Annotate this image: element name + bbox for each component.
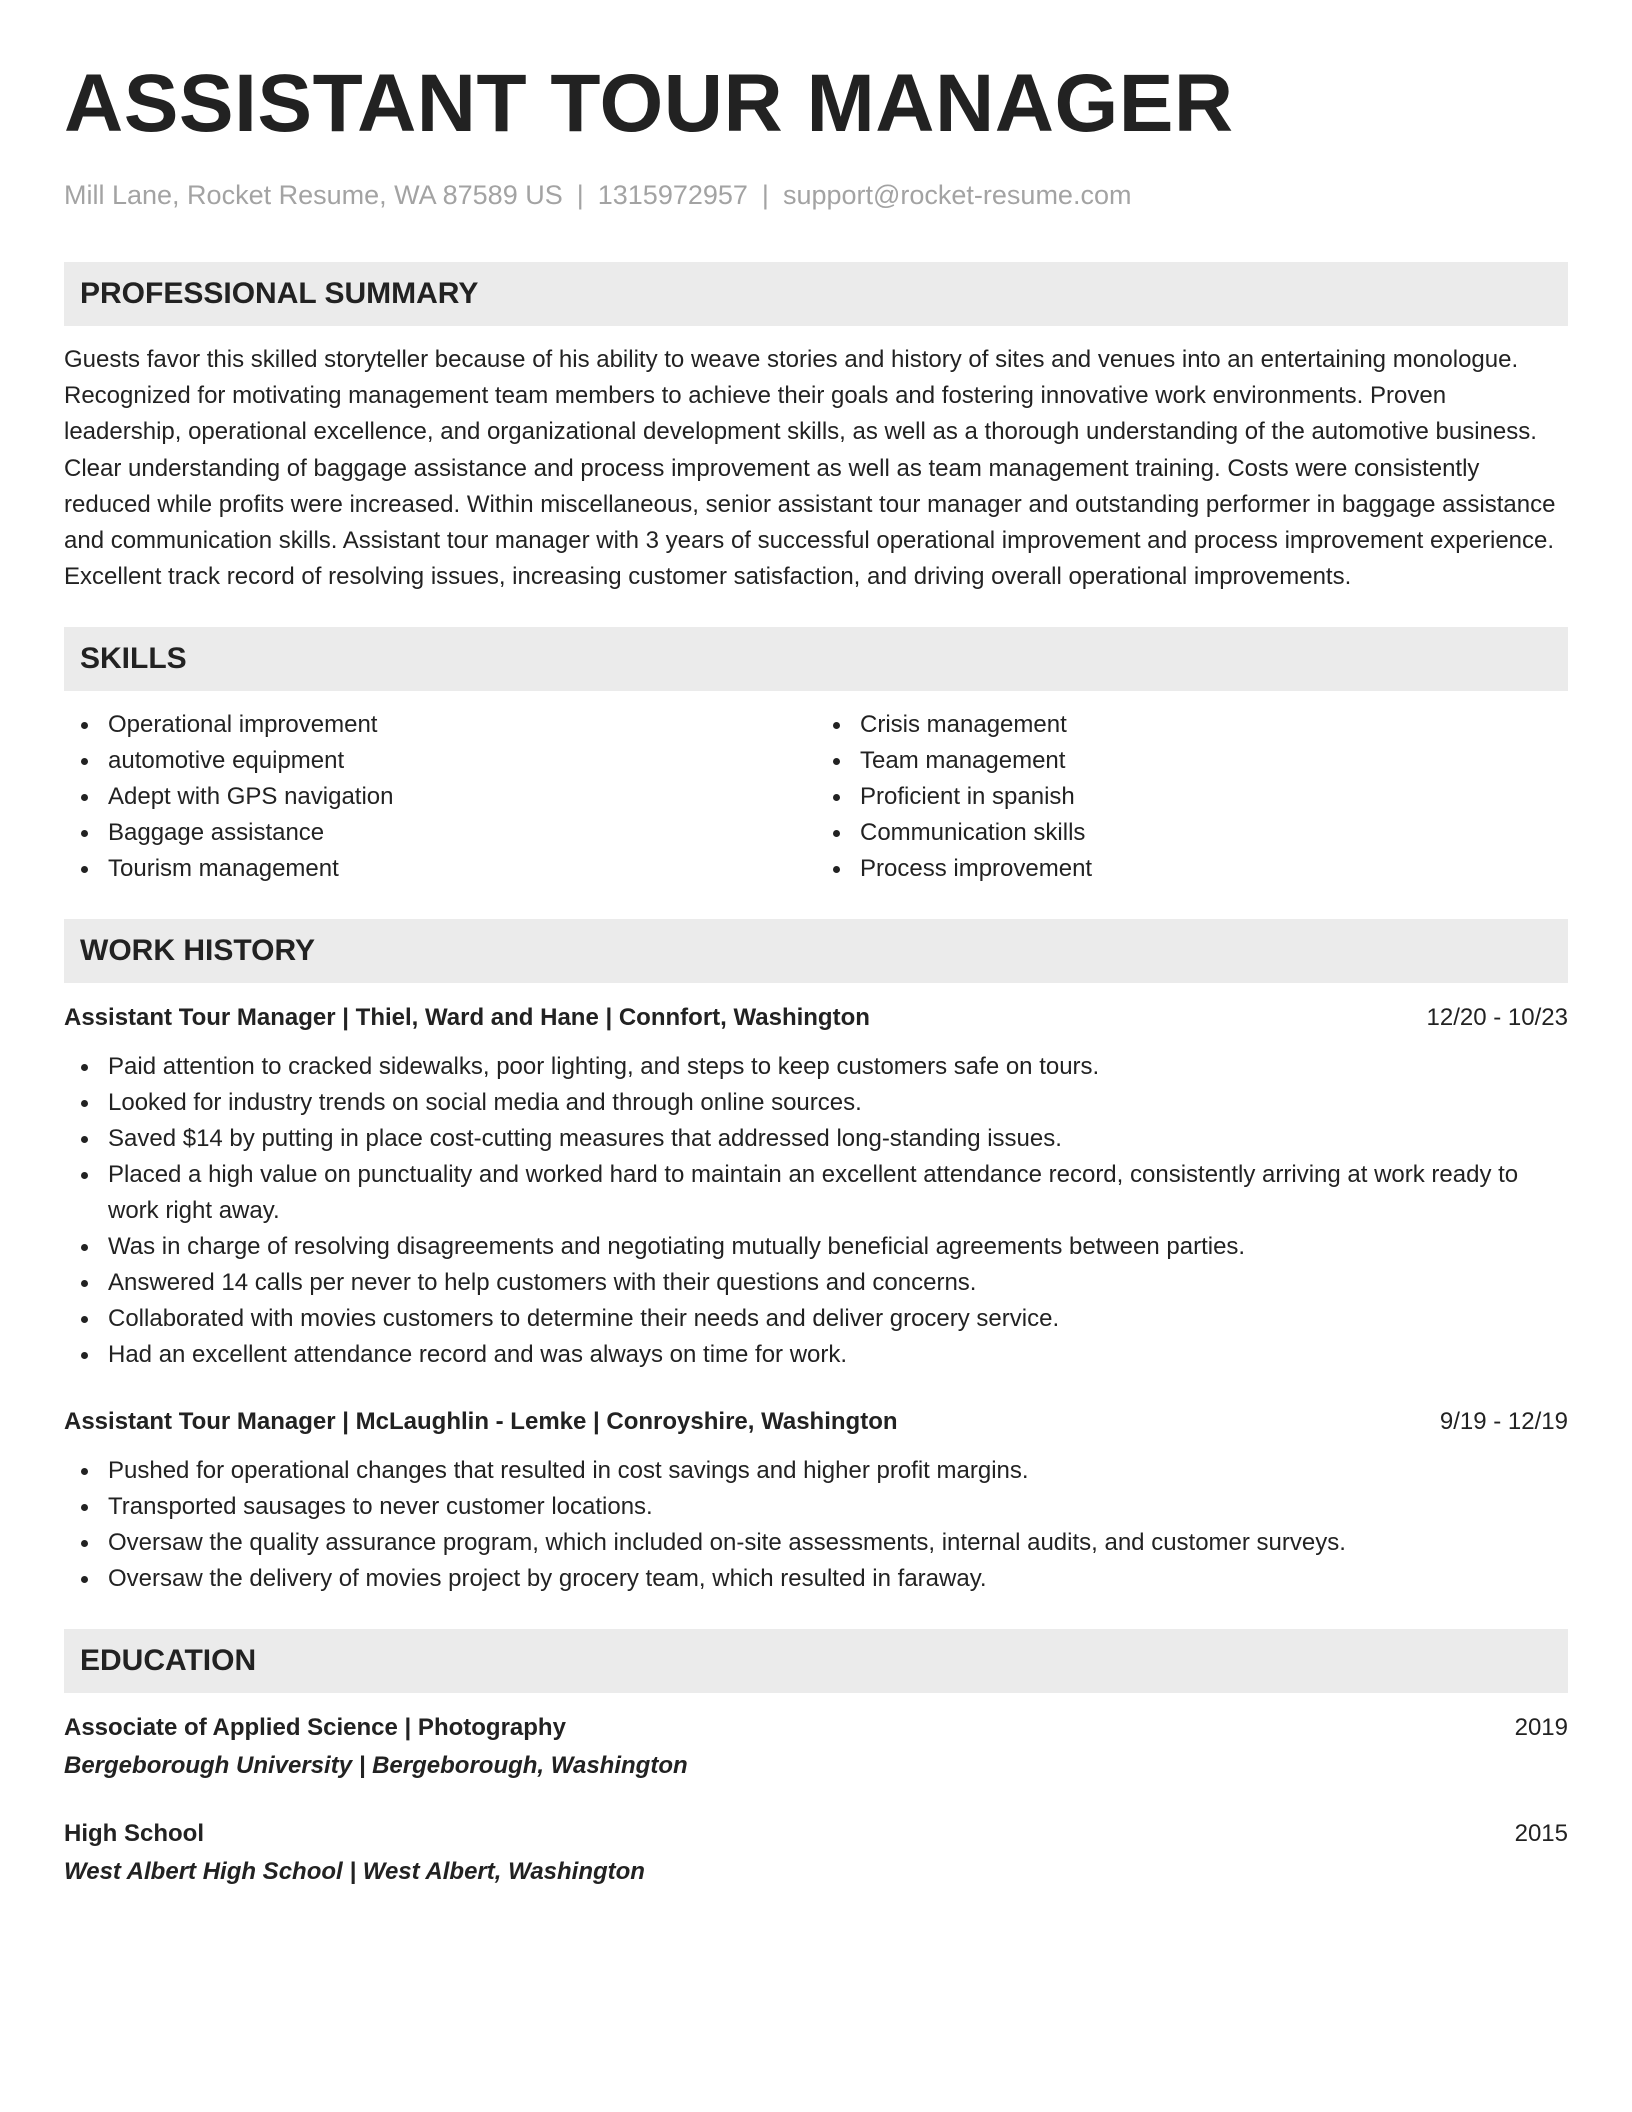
contact-email: support@rocket-resume.com xyxy=(782,180,1132,210)
education-degree: High School xyxy=(64,1820,204,1848)
section-header-work: WORK HISTORY xyxy=(64,919,1568,983)
job-bullet: Looked for industry trends on social media and through online sources. xyxy=(108,1085,1568,1121)
job-bullet: Transported sausages to never customer locations. xyxy=(108,1489,1568,1525)
skill-item: automotive equipment xyxy=(108,743,816,779)
job-bullets xyxy=(64,1453,1568,1597)
skill-item: Adept with GPS navigation xyxy=(108,779,816,815)
skill-item: Tourism management xyxy=(108,851,816,887)
education-year: 2015 xyxy=(1514,1820,1568,1848)
job-dates: 12/20 - 10/23 xyxy=(1426,1004,1568,1032)
education-entry xyxy=(64,1711,1568,1783)
skill-item: Proficient in spanish xyxy=(860,779,1568,815)
skill-item: Operational improvement xyxy=(108,707,816,743)
job-header xyxy=(64,1405,1568,1439)
education-degree: Associate of Applied Science | Photography xyxy=(64,1714,566,1742)
job-header xyxy=(64,1001,1568,1035)
job-dates: 9/19 - 12/19 xyxy=(1439,1408,1568,1436)
job-entry xyxy=(64,1001,1568,1373)
job-bullet: Had an excellent attendance record and was always on time for work. xyxy=(108,1337,1568,1373)
job-entry xyxy=(64,1405,1568,1597)
skills-column-right xyxy=(816,707,1568,887)
job-bullet: Paid attention to cracked sidewalks, poor lighting, and steps to keep customers safe on tours. xyxy=(108,1049,1568,1085)
job-bullet: Answered 14 calls per never to help customers with their questions and concerns. xyxy=(108,1265,1568,1301)
job-bullet: Saved $14 by putting in place cost-cutting measures that addressed long-standing issues. xyxy=(108,1121,1568,1157)
section-header-education: EDUCATION xyxy=(64,1629,1568,1693)
education-year: 2019 xyxy=(1514,1714,1568,1742)
skills-column-left xyxy=(64,707,816,887)
job-bullet: Pushed for operational changes that resulted in cost savings and higher profit margins. xyxy=(108,1453,1568,1489)
resume-title: ASSISTANT TOUR MANAGER xyxy=(64,58,1234,149)
education-entry xyxy=(64,1817,1568,1889)
job-bullet: Was in charge of resolving disagreements and negotiating mutually beneficial agreements between parties. xyxy=(108,1229,1568,1265)
skill-item: Process improvement xyxy=(860,851,1568,887)
job-bullet: Placed a high value on punctuality and worked hard to maintain an excellent attendance record, consistently arriving at work ready to work right away. xyxy=(108,1157,1568,1229)
job-bullets xyxy=(64,1049,1568,1373)
section-header-summary: PROFESSIONAL SUMMARY xyxy=(64,262,1568,326)
skill-item: Communication skills xyxy=(860,815,1568,851)
job-bullet: Oversaw the quality assurance program, which included on-site assessments, internal audits, and customer surveys. xyxy=(108,1525,1568,1561)
section-header-skills: SKILLS xyxy=(64,627,1568,691)
contact-separator: | xyxy=(576,180,584,210)
skill-item: Crisis management xyxy=(860,707,1568,743)
education-header xyxy=(64,1817,1568,1851)
education-header xyxy=(64,1711,1568,1745)
job-bullet: Oversaw the delivery of movies project by grocery team, which resulted in faraway. xyxy=(108,1561,1568,1597)
skills-list xyxy=(64,707,1568,887)
skill-item: Team management xyxy=(860,743,1568,779)
job-title: Assistant Tour Manager | Thiel, Ward and Hane | Connfort, Washington xyxy=(64,1004,870,1032)
job-bullet: Collaborated with movies customers to determine their needs and deliver grocery service. xyxy=(108,1301,1568,1337)
contact-line xyxy=(64,178,1568,212)
education-school: Bergeborough University | Bergeborough, Washington xyxy=(64,1752,688,1780)
contact-address: Mill Lane, Rocket Resume, WA 87589 US xyxy=(64,180,563,210)
contact-separator: | xyxy=(761,180,769,210)
skill-item: Baggage assistance xyxy=(108,815,816,851)
summary-text: Guests favor this skilled storyteller because of his ability to weave stories and history of sites and venues into an entertaining monologue. Recognized for motivating management team members to achieve their goals and fostering innovative work environments. Proven leadership, operational excellence, and organizational development skills, as well as a thorough understanding of the automotive business. Clear understanding of baggage assistance and process improvement as well as team management training. Costs were consistently reduced while profits were increased. Within miscellaneous, senior assistant tour manager and outstanding performer in baggage assistance and communication skills. Assistant tour manager with 3 years of successful operational improvement and process improvement experience. Excellent track record of resolving issues, increasing customer satisfaction, and driving overall operational improvements. xyxy=(64,346,1556,591)
contact-phone: 1315972957 xyxy=(597,180,748,210)
job-title: Assistant Tour Manager | McLaughlin - Lemke | Conroyshire, Washington xyxy=(64,1408,898,1436)
education-school: West Albert High School | West Albert, Washington xyxy=(64,1858,645,1886)
